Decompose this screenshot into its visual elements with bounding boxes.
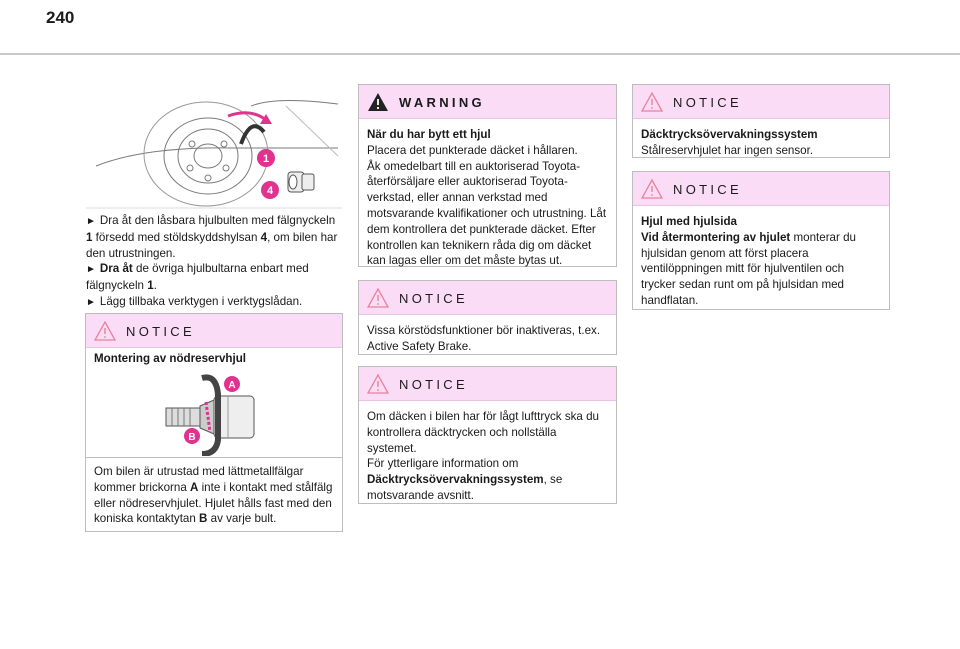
page-number: 240 [46,8,75,27]
warning-icon [367,92,389,112]
warning-title: WARNING [399,95,485,110]
callout-a: A [228,380,236,391]
top-divider [0,53,960,55]
notice-header [359,281,616,315]
arrow-icon: ► [86,296,96,308]
notice-title: NOTICE [399,377,468,392]
notice-warning-icon [367,288,389,308]
instruction-2: ► Dra åt de övriga hjulbultarna enbart med fälgnyckeln 1. [86,262,309,293]
notice-text: Om däcken i bilen har för lågt lufttryck ska du kontrollera däcktrycken och nollställa systemet. För ytterligare information om Däcktrycksövervakningssystem, se motsvarande avsnitt. [367,410,599,502]
bolt-washer-illustration [156,370,276,456]
notice-title: NOTICE [673,95,742,110]
notice-body [633,206,889,317]
callout-1: 1 [262,153,270,165]
callout-b: B [188,432,196,443]
notice-warning-icon [367,374,389,394]
notice-body [633,119,889,167]
notice-header [359,367,616,401]
notice-box-pressure [358,366,617,504]
notice-title: NOTICE [126,324,195,339]
warning-body [359,119,616,277]
notice-text: Vid återmontering av hjulet monterar du hjulsidan genom att först placera ventilöppningen mitt för hjulventilen och trycker sedan runt om på hjulsidan med handflatan. [641,230,856,307]
notice-title: NOTICE [399,291,468,306]
warning-subtitle: När du har bytt ett hjul [367,128,491,141]
notice-header [633,172,889,206]
arrow-icon: ► [86,264,96,276]
notice-warning-icon [641,179,663,199]
instruction-1: ► Dra åt den låsbara hjulbulten med fälgnyckeln 1 försedd med stöldskyddshylsan 4, om bilen har den utrustningen. [86,214,338,260]
notice-text: Stålreservhjulet har ingen sensor. [641,143,814,157]
notice-header [86,314,342,348]
callout-4: 4 [266,185,274,197]
notice-title: NOTICE [673,182,742,197]
warning-header [359,85,616,119]
instruction-3: ► Lägg tillbaka verktygen i verktygslådan. [86,294,303,308]
warning-text: Placera det punkterade däcket i hållaren. Åk omedelbart till en auktoriserad Toyota-återförsäljare eller auktoriserad Toyota-verkstad, eller annan verkstad med motsvarande kvalifikationer och utrustning. Låt dem kontrollera det punkterade däcket. Efter kontrollen kan teknikern råda dig om däcket kan lagas eller om det måste bytas ut. [367,143,607,268]
notice-subtitle: Montering av nödreservhjul [94,352,247,365]
notice-warning-icon [641,92,663,112]
instructions [86,213,342,311]
notice-box-safety [358,280,617,355]
notice-warning-icon [94,321,116,341]
notice-box-hubcap [632,171,890,310]
warning-box [358,84,617,267]
notice-text: Vissa körstödsfunktioner bör inaktiveras, t.ex. Active Safety Brake. [367,324,601,353]
notice-subtitle: Hjul med hjulsida [641,215,737,228]
notice-box-mounting [85,313,343,532]
notice-header [633,85,889,119]
notice-text: Om bilen är utrustad med lättmetallfälgar kommer brickorna A inte i kontakt med stålfälg eller nödreservhjulet. Hjulet hålls fast med den koniska kontaktytan B av varje bult. [86,457,342,527]
notice-subtitle: Däcktrycksövervakningssystem [641,128,818,141]
notice-box-tpms [632,84,890,158]
wheel-bolt-illustration [86,86,342,214]
arrow-icon: ► [86,216,96,227]
